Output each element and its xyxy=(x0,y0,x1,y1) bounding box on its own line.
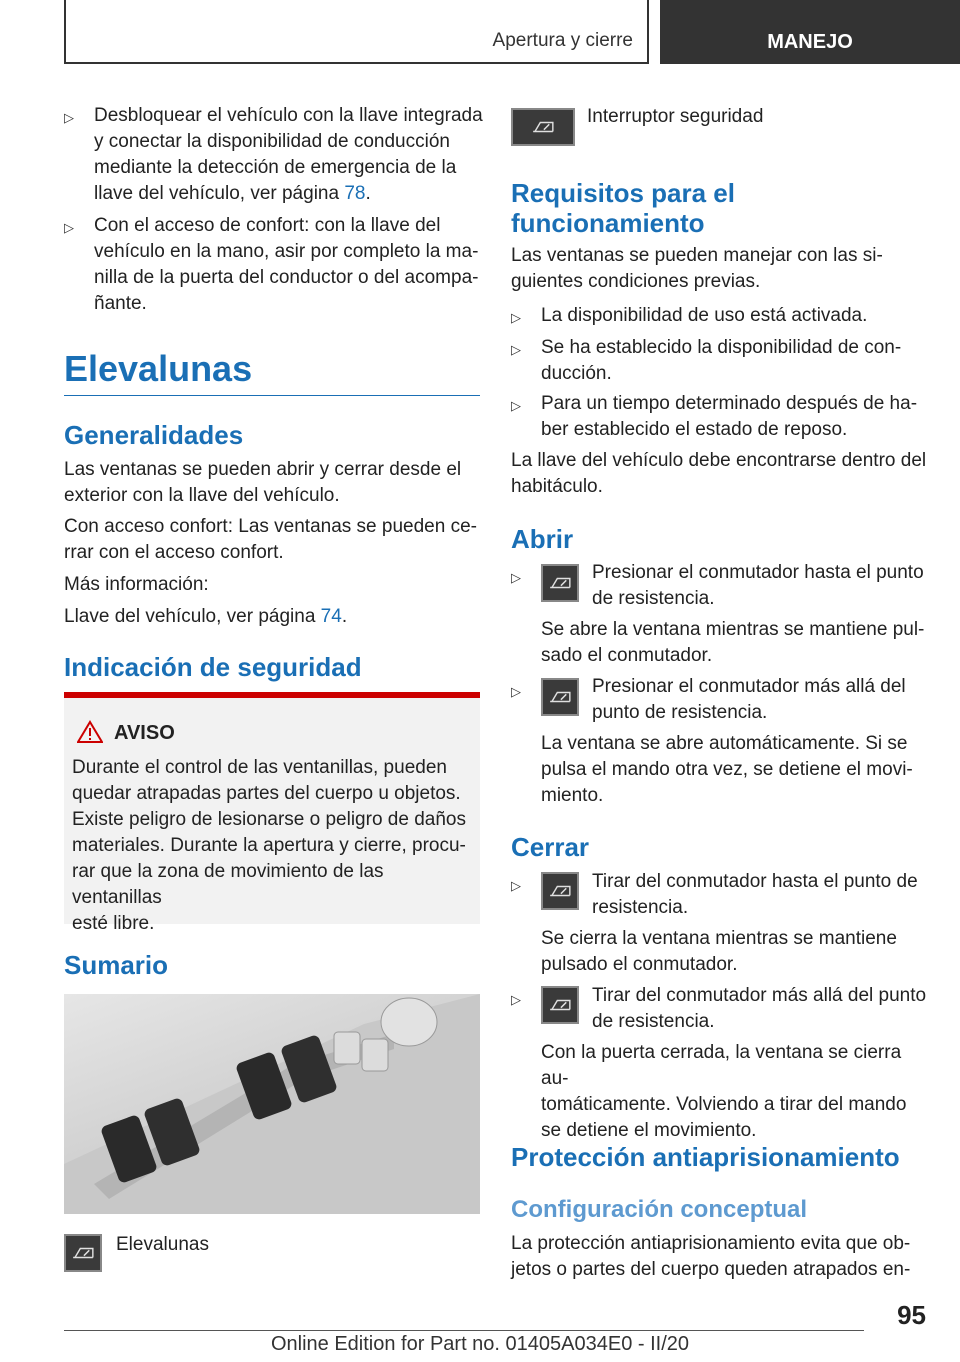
bullet-marker: ▷ xyxy=(511,570,521,585)
text-line: pulsado el conmutador. xyxy=(541,954,738,975)
text-line: La protección antiaprisionamiento evita que ob- xyxy=(511,1233,911,1254)
bullet-marker: ▷ xyxy=(64,110,74,125)
text-line: ñante. xyxy=(94,293,147,314)
bullet-marker: ▷ xyxy=(64,220,74,235)
photo-caption: Elevalunas xyxy=(116,1234,209,1255)
section-title: Apertura y cierre xyxy=(492,30,633,51)
text-line: vehículo en la mano, asir por completo la ma- xyxy=(94,241,479,262)
text-line: rar que la zona de movimiento de las ventanillas xyxy=(72,861,384,908)
paragraph xyxy=(511,448,931,500)
window-switch-photo xyxy=(64,994,480,1214)
list-item xyxy=(541,391,917,443)
text-line: La ventana se abre automáticamente. Si se xyxy=(541,733,908,754)
bullet-marker: ▷ xyxy=(511,342,521,357)
section-heading: Elevalunas xyxy=(64,348,253,389)
text-line: Con el acceso de confort: con la llave del xyxy=(94,215,441,236)
paragraph xyxy=(64,514,480,566)
footer-edition: Online Edition for Part no. 01405A034E0 - II/20 xyxy=(270,1333,690,1355)
list-item xyxy=(541,335,901,387)
window-switch-icon xyxy=(64,1234,102,1272)
text-line: ber establecido el estado de reposo. xyxy=(541,419,848,440)
list-item xyxy=(592,674,906,726)
text-line: y conectar la disponibilidad de conducción xyxy=(94,131,450,152)
list-item xyxy=(592,983,926,1035)
window-switch-icon xyxy=(541,872,579,910)
text-line: de resistencia. xyxy=(592,1011,715,1032)
list-item xyxy=(94,103,484,207)
text-line: Durante el control de las ventanillas, pueden xyxy=(72,757,447,778)
icon-label: Interruptor seguridad xyxy=(587,106,764,127)
paragraph xyxy=(64,604,480,630)
text-line: Existe peligro de lesionarse o peligro de daños xyxy=(72,809,466,830)
paragraph xyxy=(511,243,927,295)
window-switch-icon xyxy=(541,986,579,1024)
window-switch-illustration xyxy=(64,994,480,1214)
list-subtext xyxy=(541,731,913,809)
text-line: sado el conmutador. xyxy=(541,645,713,666)
paragraph xyxy=(511,1231,927,1283)
text-line: Tirar del conmutador más allá del punto xyxy=(592,985,927,1006)
text-span: Llave del vehículo, ver página xyxy=(64,606,321,627)
text-line: materiales. Durante la apertura y cierre, procu- xyxy=(72,835,466,856)
list-item xyxy=(592,869,918,921)
text-line: Presionar el conmutador más allá del xyxy=(592,676,906,697)
subheading-configuracion: Configuración conceptual xyxy=(511,1196,808,1223)
paragraph xyxy=(64,457,480,509)
text-line: punto de resistencia. xyxy=(592,702,768,723)
text-line: se detiene el movimiento. xyxy=(541,1120,757,1141)
text-line: habitáculo. xyxy=(511,476,603,497)
text-line: mediante la detección de emergencia de la xyxy=(94,157,457,178)
text-line: ducción. xyxy=(541,363,612,384)
text-span: . xyxy=(365,183,371,204)
heading-rule xyxy=(64,395,480,396)
text-line: nilla de la puerta del conductor o del acompa- xyxy=(94,267,479,288)
text-line: esté libre. xyxy=(72,913,155,934)
text-line: Con la puerta cerrada, la ventana se cierra au- xyxy=(541,1042,902,1089)
page-header xyxy=(0,0,960,66)
window-switch-icon xyxy=(541,678,579,716)
warning-text xyxy=(72,755,477,937)
text-line: exterior con la llave del vehículo. xyxy=(64,485,340,506)
text-span: llave del vehículo, ver página xyxy=(94,183,345,204)
bullet-marker: ▷ xyxy=(511,398,521,413)
bullet-marker: ▷ xyxy=(511,878,521,893)
text-line: guientes condiciones previas. xyxy=(511,271,761,292)
text-line xyxy=(94,181,484,207)
text-line: rrar con el acceso confort. xyxy=(64,542,284,563)
text-span: . xyxy=(341,606,348,627)
list-item xyxy=(94,213,484,317)
subheading-requisitos xyxy=(511,178,735,238)
bullet-marker: ▷ xyxy=(511,310,521,325)
warning-triangle-icon xyxy=(77,720,103,743)
page-number: 95 xyxy=(897,1300,926,1330)
list-subtext xyxy=(541,926,897,978)
chapter-tab: MANEJO xyxy=(660,0,960,64)
text-line: de resistencia. xyxy=(592,588,715,609)
heading-line: Requisitos para el xyxy=(511,178,735,208)
subheading-proteccion: Protección antiaprisionamiento xyxy=(511,1142,900,1172)
subheading-sumario: Sumario xyxy=(64,950,169,980)
page-link-74[interactable]: 74 xyxy=(320,606,342,627)
text-line: Presionar el conmutador hasta el punto xyxy=(592,562,924,583)
footer-rule xyxy=(64,1330,864,1331)
list-item xyxy=(592,560,924,612)
list-subtext xyxy=(541,1040,927,1144)
list-subtext xyxy=(541,617,924,669)
text-line: jetos o partes del cuerpo queden atrapados en- xyxy=(511,1259,911,1280)
subheading-cerrar: Cerrar xyxy=(511,832,590,862)
heading-line: funcionamiento xyxy=(511,208,705,238)
warning-title: AVISO xyxy=(114,722,175,744)
text-line: Se cierra la ventana mientras se mantiene xyxy=(541,928,897,949)
safety-switch-icon xyxy=(511,108,575,146)
window-switch-icon xyxy=(541,564,579,602)
text-line: Se abre la ventana mientras se mantiene pul- xyxy=(541,619,925,640)
text-line: Desbloquear el vehículo con la llave integrada xyxy=(94,105,483,126)
text-line: Las ventanas se pueden manejar con las si- xyxy=(511,245,883,266)
text-line: La llave del vehículo debe encontrarse dentro del xyxy=(511,450,927,471)
page-link-78[interactable]: 78 xyxy=(344,183,366,204)
text-line: resistencia. xyxy=(592,897,689,918)
subheading-seguridad: Indicación de seguridad xyxy=(64,652,362,682)
list-item: La disponibilidad de uso está activada. xyxy=(541,305,868,326)
subheading-generalidades: Generalidades xyxy=(64,420,244,450)
paragraph: Más información: xyxy=(64,574,209,595)
text-line: Tirar del conmutador hasta el punto de xyxy=(592,871,918,892)
bullet-marker: ▷ xyxy=(511,992,521,1007)
section-tab xyxy=(64,0,649,64)
text-line: tomáticamente. Volviendo a tirar del mando xyxy=(541,1094,907,1115)
text-line: Se ha establecido la disponibilidad de con- xyxy=(541,337,902,358)
bullet-marker: ▷ xyxy=(511,684,521,699)
subheading-abrir: Abrir xyxy=(511,524,574,554)
text-line: pulsa el mando otra vez, se detiene el movi- xyxy=(541,759,913,780)
text-line: Para un tiempo determinado después de ha- xyxy=(541,393,918,414)
text-line: miento. xyxy=(541,785,604,806)
warning-box xyxy=(64,692,480,934)
text-line: Las ventanas se pueden abrir y cerrar desde el xyxy=(64,459,462,480)
text-line: quedar atrapadas partes del cuerpo u objetos. xyxy=(72,783,461,804)
text-line: Con acceso confort: Las ventanas se pueden ce- xyxy=(64,516,477,537)
